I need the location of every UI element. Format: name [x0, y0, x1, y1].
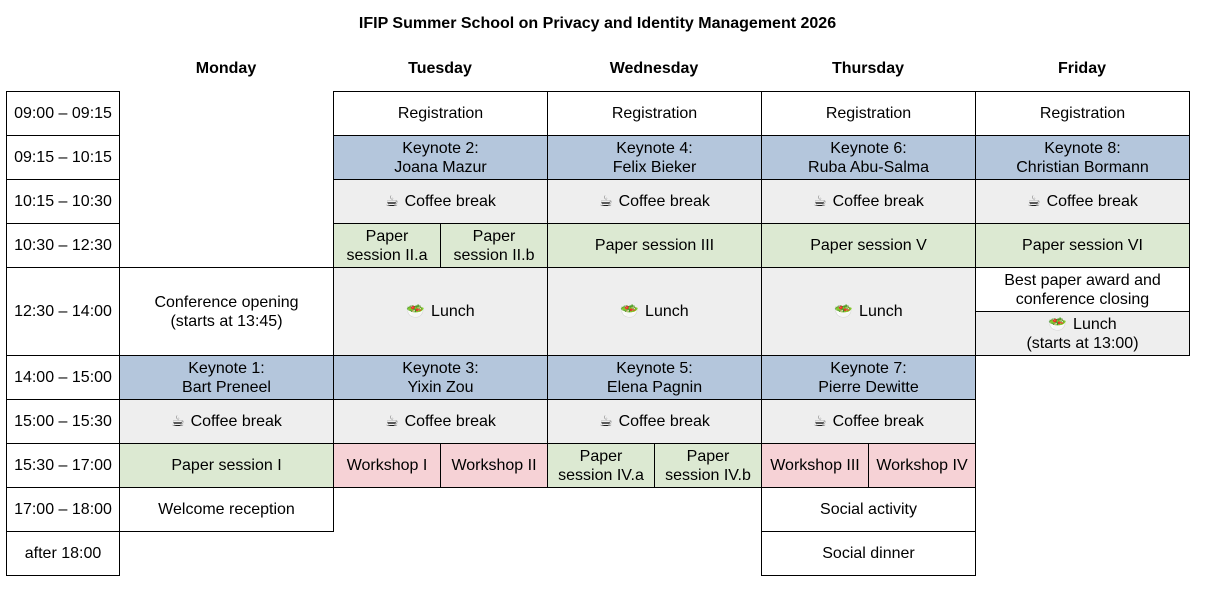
tuesday-keynote-2: Keynote 2: Joana Mazur — [333, 135, 548, 180]
salad-bowl-icon: 🥗 — [834, 303, 854, 320]
tuesday-workshop-1: Workshop I — [333, 443, 441, 488]
salad-bowl-icon: 🥗 — [1048, 315, 1068, 333]
monday-keynote-1: Keynote 1: Bart Preneel — [119, 355, 334, 400]
wednesday-paper-session-4a: Paper session IV.a — [547, 443, 655, 488]
monday-welcome-reception: Welcome reception — [119, 487, 334, 532]
thursday-lunch — [761, 267, 976, 356]
day-header-thursday: Thursday — [831, 60, 904, 77]
coffee-break-label: Coffee break — [618, 413, 710, 430]
coffee-cup-icon: ☕ — [813, 413, 827, 430]
tuesday-lunch — [333, 267, 548, 356]
thursday-keynote-7: Keynote 7: Pierre Dewitte — [761, 355, 976, 400]
thursday-paper-session-5: Paper session V — [761, 223, 976, 268]
time-slot: 14:00 – 15:00 — [6, 355, 120, 400]
wednesday-paper-session-4b: Paper session IV.b — [654, 443, 762, 488]
coffee-cup-icon: ☕ — [813, 193, 827, 210]
thursday-workshop-4: Workshop IV — [868, 443, 976, 488]
lunch-label: Lunch — [645, 303, 689, 320]
day-header-wednesday: Wednesday — [609, 60, 699, 77]
coffee-break-label: Coffee break — [404, 193, 496, 210]
coffee-cup-icon: ☕ — [599, 413, 613, 430]
time-slot: 17:00 – 18:00 — [6, 487, 120, 532]
lunch-label: Lunch — [859, 303, 903, 320]
coffee-break-label: Coffee break — [404, 413, 496, 430]
coffee-cup-icon: ☕ — [385, 413, 399, 430]
coffee-break-label: Coffee break — [190, 413, 282, 430]
monday-paper-session-1: Paper session I — [119, 443, 334, 488]
thursday-coffee-break-morning — [761, 179, 976, 224]
day-header-tuesday: Tuesday — [408, 60, 472, 77]
friday-registration: Registration — [975, 91, 1190, 136]
wednesday-coffee-break-afternoon — [547, 399, 762, 444]
coffee-cup-icon: ☕ — [171, 413, 185, 430]
friday-lunch-note: (starts at 13:00) — [1026, 334, 1139, 352]
coffee-break-label: Coffee break — [1046, 193, 1138, 210]
wednesday-registration: Registration — [547, 91, 762, 136]
friday-best-paper-award: Best paper award and conference closing — [975, 267, 1190, 312]
time-slot: 15:30 – 17:00 — [6, 443, 120, 488]
wednesday-coffee-break-morning — [547, 179, 762, 224]
thursday-social-dinner: Social dinner — [761, 531, 976, 576]
time-slot: 15:00 – 15:30 — [6, 399, 120, 444]
thursday-keynote-6: Keynote 6: Ruba Abu-Salma — [761, 135, 976, 180]
wednesday-paper-session-3: Paper session III — [547, 223, 762, 268]
day-header-friday: Friday — [1057, 60, 1106, 77]
coffee-cup-icon: ☕ — [385, 193, 399, 210]
coffee-cup-icon: ☕ — [1027, 193, 1041, 210]
lunch-label: Lunch — [431, 303, 475, 320]
wednesday-keynote-4: Keynote 4: Felix Bieker — [547, 135, 762, 180]
page-title: IFIP Summer School on Privacy and Identity Management 2026 — [358, 15, 837, 32]
friday-paper-session-6: Paper session VI — [975, 223, 1190, 268]
friday-coffee-break — [975, 179, 1190, 224]
thursday-registration: Registration — [761, 91, 976, 136]
day-header-monday: Monday — [195, 60, 257, 77]
tuesday-workshop-2: Workshop II — [440, 443, 548, 488]
thursday-social-activity: Social activity — [761, 487, 976, 532]
time-slot: 09:00 – 09:15 — [6, 91, 120, 136]
friday-lunch-title — [1048, 315, 1116, 334]
coffee-cup-icon: ☕ — [599, 193, 613, 210]
coffee-break-label: Coffee break — [832, 193, 924, 210]
tuesday-coffee-break-afternoon — [333, 399, 548, 444]
tuesday-registration: Registration — [333, 91, 548, 136]
time-slot: 10:15 – 10:30 — [6, 179, 120, 224]
tuesday-paper-session-2b: Paper session II.b — [440, 223, 548, 268]
time-slot: 12:30 – 14:00 — [6, 267, 120, 356]
salad-bowl-icon: 🥗 — [620, 303, 640, 320]
tuesday-coffee-break-morning — [333, 179, 548, 224]
thursday-coffee-break-afternoon — [761, 399, 976, 444]
tuesday-paper-session-2a: Paper session II.a — [333, 223, 441, 268]
time-slot: 10:30 – 12:30 — [6, 223, 120, 268]
time-slot: 09:15 – 10:15 — [6, 135, 120, 180]
tuesday-keynote-3: Keynote 3: Yixin Zou — [333, 355, 548, 400]
wednesday-lunch — [547, 267, 762, 356]
monday-conference-opening: Conference opening (starts at 13:45) — [119, 267, 334, 356]
coffee-break-label: Coffee break — [618, 193, 710, 210]
monday-coffee-break — [119, 399, 334, 444]
wednesday-keynote-5: Keynote 5: Elena Pagnin — [547, 355, 762, 400]
coffee-break-label: Coffee break — [832, 413, 924, 430]
lunch-label: Lunch — [1073, 315, 1117, 333]
friday-lunch — [975, 311, 1190, 356]
thursday-workshop-3: Workshop III — [761, 443, 869, 488]
friday-keynote-8: Keynote 8: Christian Bormann — [975, 135, 1190, 180]
salad-bowl-icon: 🥗 — [406, 303, 426, 320]
time-slot: after 18:00 — [6, 531, 120, 576]
